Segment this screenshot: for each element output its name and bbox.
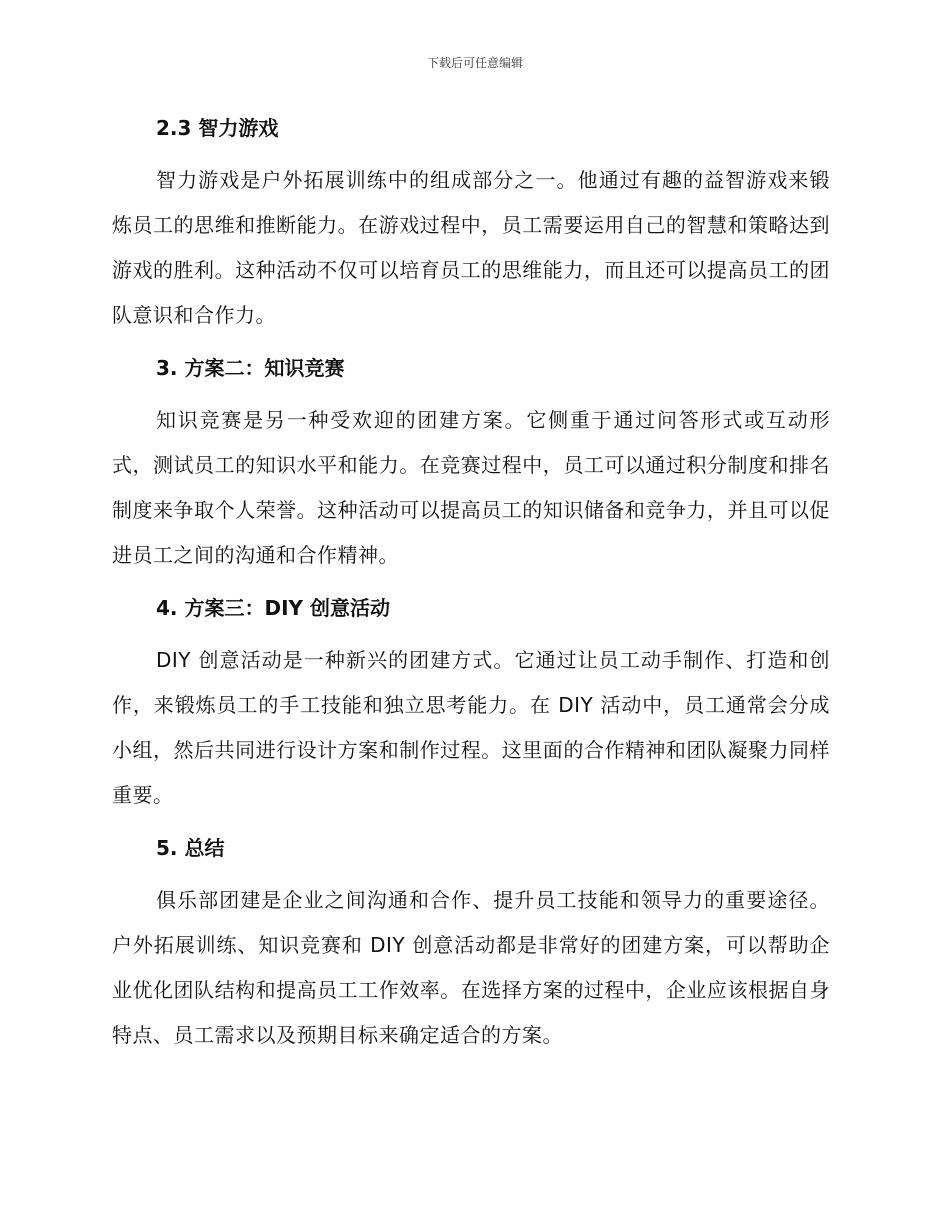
- section-heading-4: 4. 方案三：DIY 创意活动: [156, 596, 390, 620]
- section-paragraph-2-3: 智力游戏是户外拓展训练中的组成部分之一。他通过有趣的益智游戏来锻炼员工的思维和推断能力。在游戏过程中，员工需要运用自己的智慧和策略达到游戏的胜利。这种活动不仅可以培育员工的思维能力，而且还可以提高员工的团队意识和合作力。: [112, 168, 830, 327]
- section-paragraph-5: 俱乐部团建是企业之间沟通和合作、提升员工技能和领导力的重要途径。户外拓展训练、知识竞赛和 DIY 创意活动都是非常好的团建方案，可以帮助企业优化团队结构和提高员工工作效率。在选择方案的过程中，企业应该根据自身特点、员工需求以及预期目标来确定适合的方案。: [112, 888, 830, 1047]
- header-note: 下载后可任意编辑: [426, 56, 523, 70]
- section-heading-2-3: 2.3 智力游戏: [156, 116, 279, 140]
- section-paragraph-3: 知识竞赛是另一种受欢迎的团建方案。它侧重于通过问答形式或互动形式，测试员工的知识水平和能力。在竞赛过程中，员工可以通过积分制度和排名制度来争取个人荣誉。这种活动可以提高员工的知识储备和竞争力，并且可以促进员工之间的沟通和合作精神。: [112, 408, 830, 567]
- section-heading-5: 5. 总结: [156, 836, 225, 860]
- document-body: [112, 110, 830, 1070]
- section-heading-3: 3. 方案二：知识竞赛: [156, 356, 345, 380]
- section-paragraph-4: DIY 创意活动是一种新兴的团建方式。它通过让员工动手制作、打造和创作，来锻炼员工的手工技能和独立思考能力。在 DIY 活动中，员工通常会分成小组，然后共同进行设计方案和制作过程。这里面的合作精神和团队凝聚力同样重要。: [112, 648, 830, 807]
